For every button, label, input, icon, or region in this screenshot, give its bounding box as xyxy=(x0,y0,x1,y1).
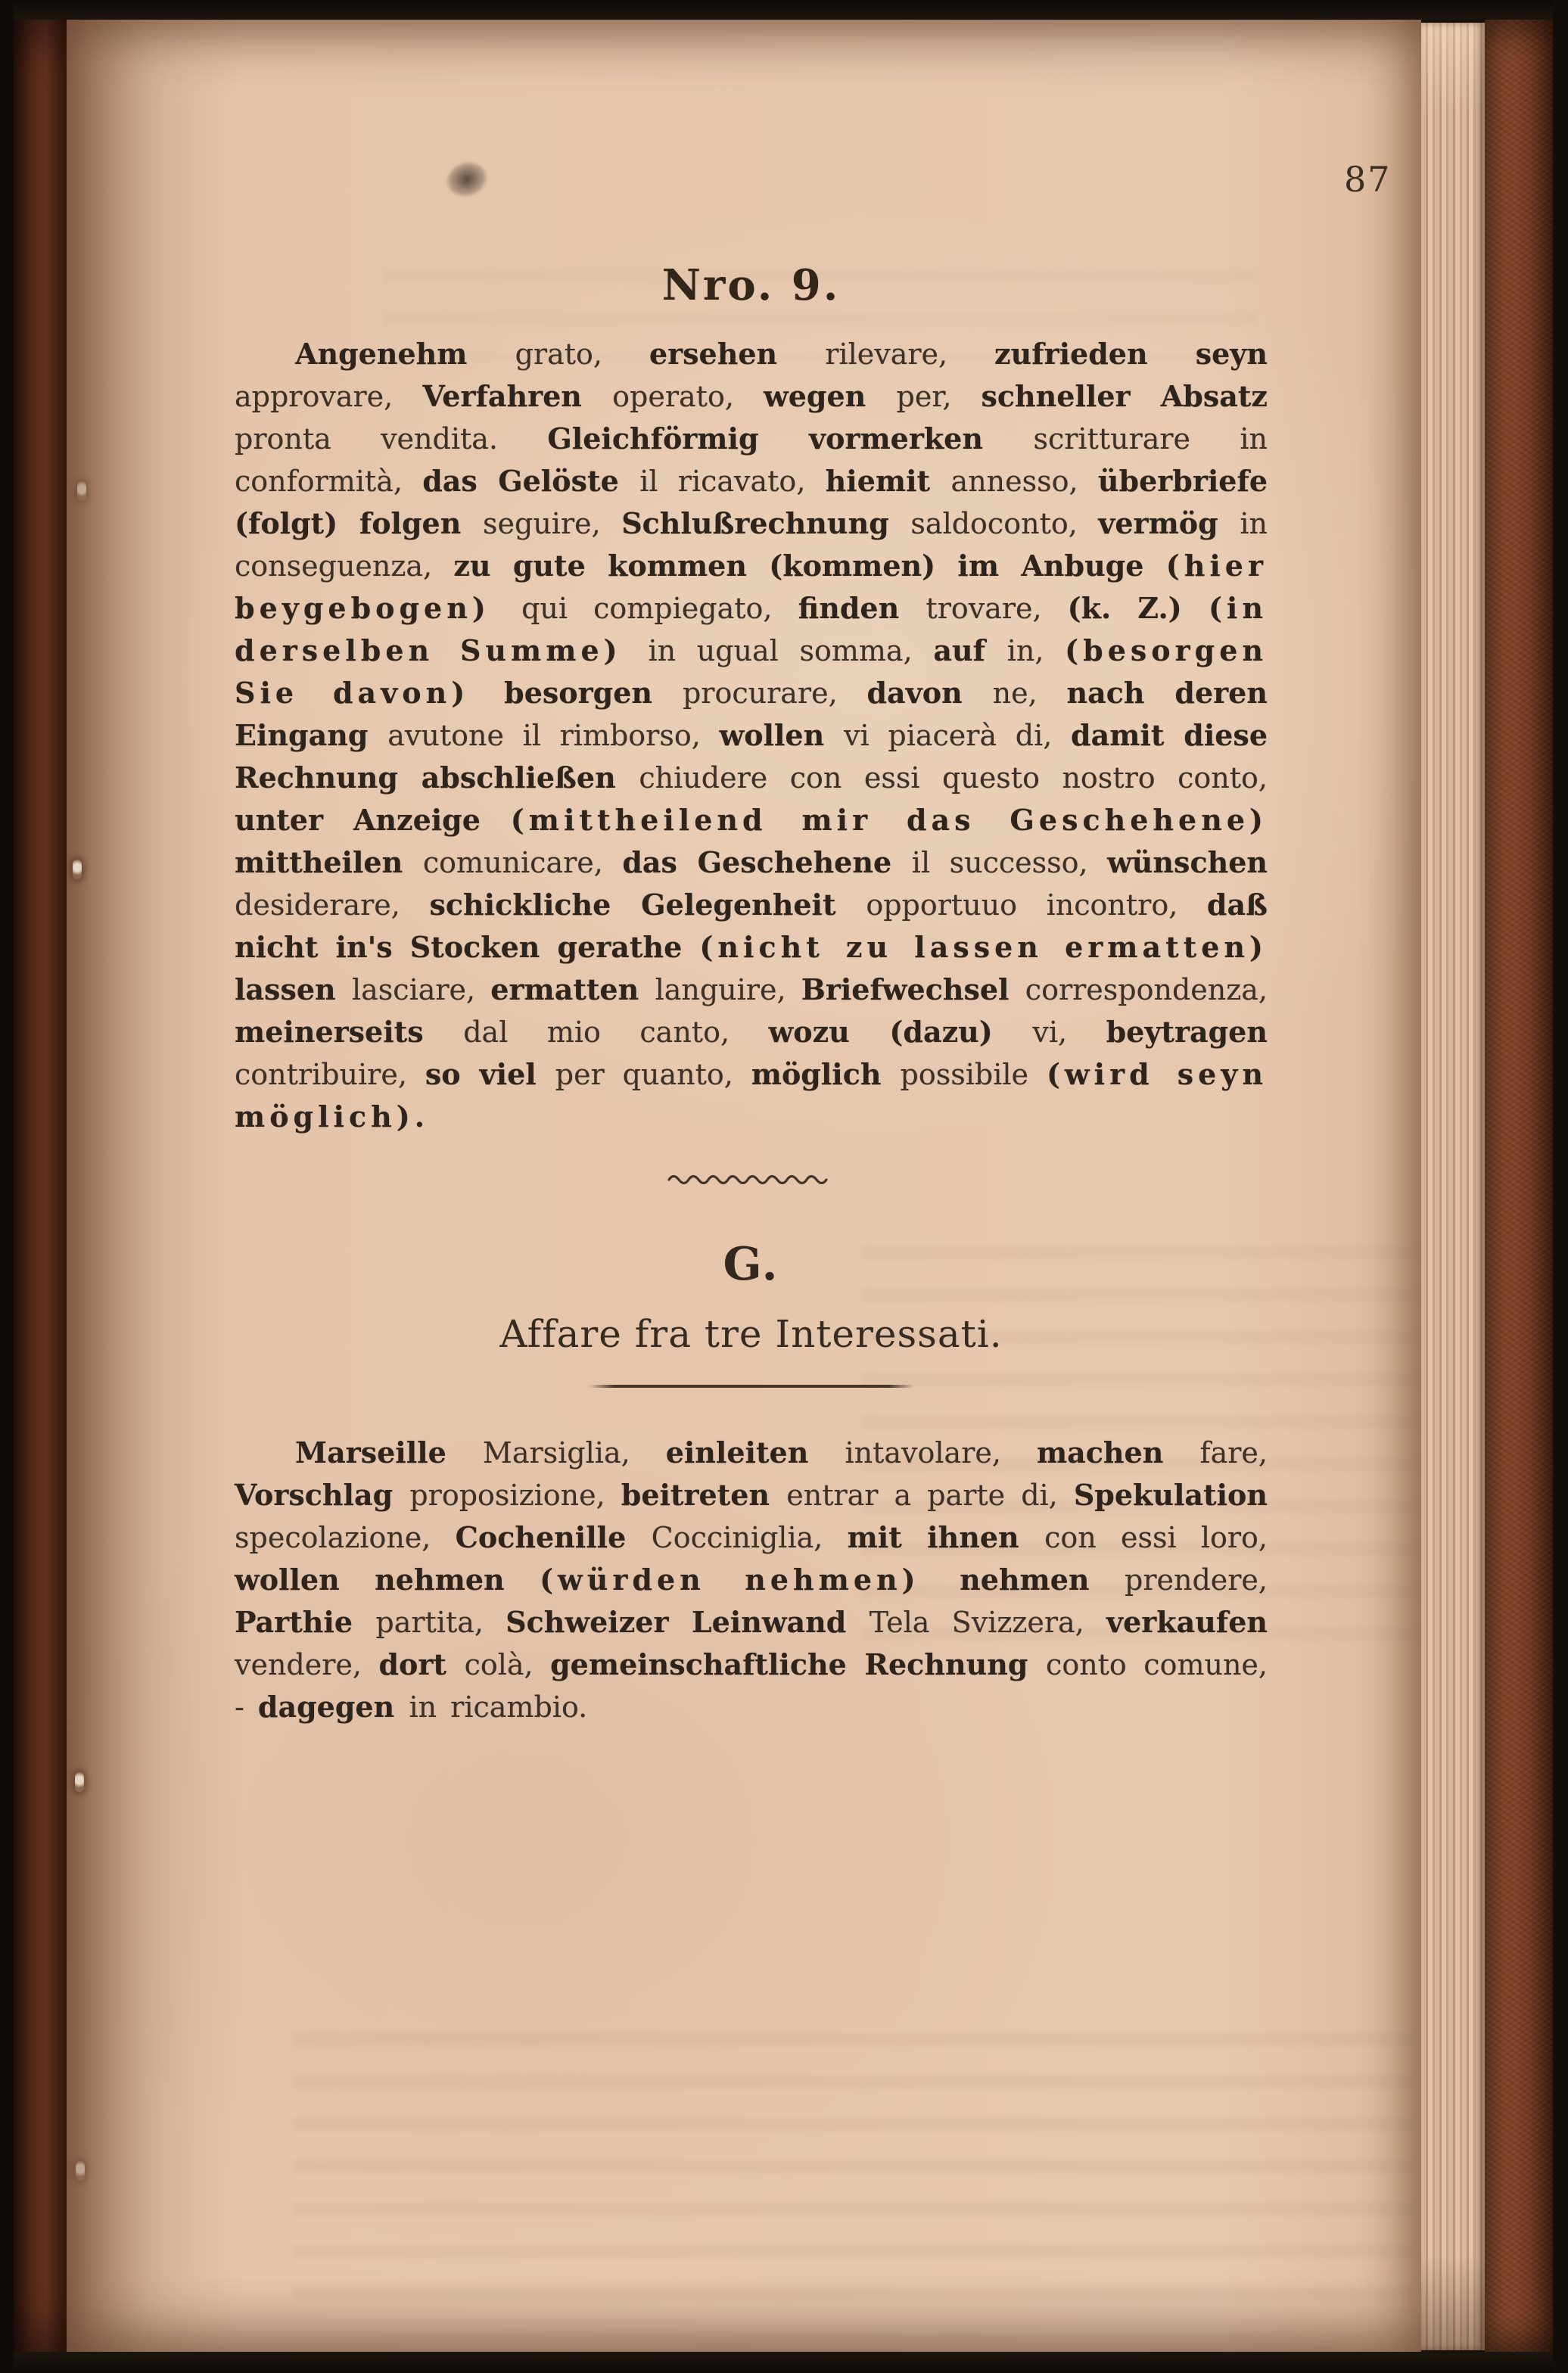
phrase-segment-fraktur: so viel xyxy=(425,1057,555,1091)
phrase-segment-antiqua: lasciare, xyxy=(351,973,491,1006)
background-edge-left xyxy=(0,0,14,2373)
page-heading: Nro. 9. xyxy=(661,260,841,310)
section-letter: G. xyxy=(723,1238,779,1291)
phrase-segment-fraktur: mit ihnen xyxy=(847,1520,1045,1554)
phrase-segment-fraktur: möglich xyxy=(751,1057,901,1091)
wavy-rule-icon xyxy=(666,1173,837,1185)
phrase-segment-fraktur: das Gelöste xyxy=(422,464,640,498)
phrase-segment-fraktur: wollen xyxy=(719,718,845,752)
phrase-segment-antiqua: possibile xyxy=(900,1058,1047,1091)
phrase-segment-fraktur: davon xyxy=(866,676,993,710)
phrase-segment-antiqua: colà, xyxy=(464,1648,551,1681)
book-cover-edge xyxy=(1485,11,1554,2362)
background-edge-bottom xyxy=(0,2352,1568,2373)
phrase-segment-antiqua: in, xyxy=(1006,634,1066,667)
phrase-segment-antiqua: prendere, xyxy=(1125,1563,1268,1597)
phrase-segment-fraktur: Schweizer Leinwand xyxy=(506,1605,870,1639)
section-divider-squiggle xyxy=(235,1173,1268,1188)
phrase-segment-fraktur: das Geschehene xyxy=(622,845,912,879)
phrase-segment-antiqua: annesso, xyxy=(950,465,1098,498)
phrase-segment-fraktur: dort xyxy=(378,1647,465,1681)
phrase-segment-antiqua: chiudere con essi questo nostro conto, xyxy=(639,761,1268,795)
phrase-segment-fraktur: Angenehm xyxy=(295,337,515,371)
phrase-segment-fraktur_spaced: (würden nehmen) xyxy=(540,1563,960,1597)
phrase-segment-antiqua: contribuire, xyxy=(235,1058,425,1091)
phrase-segment-fraktur: verkaufen xyxy=(1106,1605,1268,1639)
phrase-segment-fraktur: lassen xyxy=(235,972,352,1006)
phrase-segment-antiqua: pronta vendita. xyxy=(235,422,548,456)
phrase-segment-antiqua: ne, xyxy=(992,676,1067,710)
background-edge-top xyxy=(0,0,1568,20)
phrase-segment-antiqua: specolazione, xyxy=(235,1521,456,1554)
page-fore-edges xyxy=(1421,23,1485,2350)
phrase-segment-fraktur: gemeinschaftliche Rechnung xyxy=(550,1647,1047,1681)
phrase-segment-fraktur: einleiten xyxy=(665,1435,845,1470)
phrase-segment-fraktur: Gleichförmig vormerken xyxy=(547,421,1034,456)
phrase-segment-antiqua: trovare, xyxy=(926,592,1068,625)
phrase-segment-fraktur: nehmen xyxy=(960,1563,1125,1597)
phrase-segment-antiqua: per quanto, xyxy=(555,1058,751,1091)
phrase-segment-fraktur_spaced: (in derselben Summe) xyxy=(235,591,1268,667)
phrase-segment-fraktur: unter Anzeige xyxy=(235,803,511,837)
phrase-segment-fraktur: finden xyxy=(798,591,926,625)
phrase-segment-fraktur: (k. Z.) xyxy=(1067,591,1209,625)
phrase-segment-antiqua: Marsiglia, xyxy=(482,1436,666,1470)
phrase-segment-fraktur_spaced: (besorgen Sie davon) xyxy=(235,633,1268,710)
phrase-segment-fraktur: meinerseits xyxy=(235,1015,464,1049)
phrase-segment-fraktur: Marseille xyxy=(295,1435,483,1470)
phrase-segment-fraktur: daß nicht in's Stocken gerathe xyxy=(235,888,1268,964)
phrase-segment-fraktur: überbriefe (folgt) folgen xyxy=(235,464,1268,540)
binding-stitch xyxy=(76,2161,85,2181)
phrase-segment-fraktur: schickliche Gelegenheit xyxy=(429,888,866,922)
phrase-segment-fraktur: Verfahren xyxy=(422,379,613,413)
phrase-segment-antiqua: entrar a parte di, xyxy=(786,1479,1074,1512)
phrase-segment-fraktur: wegen xyxy=(764,379,897,413)
section-title: Affare fra tre Interessati. xyxy=(499,1312,1003,1356)
phrase-segment-fraktur: zu gute kommen (kommen) im Anbuge xyxy=(453,549,1166,583)
book-page xyxy=(67,20,1421,2353)
vocabulary-paragraph-2 xyxy=(235,1432,1268,1728)
phrase-segment-antiqua: partita, xyxy=(375,1606,506,1639)
phrase-segment-antiqua: correspondenza, xyxy=(1025,973,1268,1006)
phrase-segment-antiqua: seguire, xyxy=(483,507,622,540)
phrase-segment-fraktur: vermög xyxy=(1098,506,1240,540)
phrase-segment-fraktur: Spekulation xyxy=(1073,1478,1268,1512)
phrase-segment-fraktur: Briefwechsel xyxy=(801,972,1025,1006)
phrase-segment-antiqua: saldoconto, xyxy=(910,507,1099,540)
phrase-segment-fraktur: dagegen xyxy=(257,1690,409,1724)
phrase-segment-antiqua: comunicare, xyxy=(422,846,623,879)
phrase-segment-antiqua: vi piacerà di, xyxy=(844,719,1072,752)
phrase-segment-antiqua: vendere, xyxy=(235,1648,379,1681)
phrase-segment-fraktur: ermatten xyxy=(490,972,655,1006)
phrase-segment-fraktur: auf xyxy=(933,633,1007,667)
phrase-segment-fraktur: wünschen xyxy=(1107,845,1268,879)
background-edge-right xyxy=(1553,0,1568,2373)
binding-stitch xyxy=(73,860,82,879)
phrase-segment-antiqua: intavolare, xyxy=(845,1436,1037,1470)
phrase-segment-fraktur: zufrieden seyn xyxy=(994,337,1268,371)
phrase-segment-fraktur: Vorschlag xyxy=(235,1478,410,1512)
phrase-segment-antiqua: Cocciniglia, xyxy=(651,1521,848,1554)
text-block xyxy=(235,20,1268,1728)
phrase-segment-antiqua: grato, xyxy=(515,337,649,371)
phrase-segment-fraktur_spaced: (hier beygebogen) xyxy=(235,549,1268,625)
phrase-segment-antiqua: opportuuo incontro, xyxy=(866,888,1207,922)
vocabulary-paragraph-1 xyxy=(235,333,1268,1138)
phrase-segment-antiqua: desiderare, xyxy=(235,888,430,922)
phrase-segment-fraktur_spaced: (mittheilend mir das Geschehene) xyxy=(510,803,1268,837)
phrase-segment-fraktur: damit diese Rechnung abschließen xyxy=(235,718,1268,795)
phrase-segment-fraktur: Schlußrechnung xyxy=(621,506,911,540)
phrase-segment-antiqua: proposizione, xyxy=(409,1479,621,1512)
phrase-segment-antiqua: procurare, xyxy=(682,676,867,710)
page-number: 87 xyxy=(1344,159,1392,200)
phrase-segment-antiqua: fare, xyxy=(1199,1436,1268,1470)
phrase-segment-fraktur: beytragen xyxy=(1106,1015,1268,1049)
phrase-segment-fraktur: wollen nehmen xyxy=(235,1563,540,1597)
phrase-segment-fraktur: Cochenille xyxy=(455,1520,652,1554)
phrase-segment-fraktur: wozu (dazu) xyxy=(768,1015,1033,1049)
phrase-segment-fraktur_spaced: (nicht zu lassen ermatten) xyxy=(699,930,1268,964)
phrase-segment-fraktur: nach deren Eingang xyxy=(235,676,1268,752)
phrase-segment-antiqua: dal mio canto, xyxy=(463,1015,769,1049)
phrase-segment-antiqua: con essi loro, xyxy=(1044,1521,1268,1554)
phrase-segment-fraktur: machen xyxy=(1036,1435,1200,1470)
phrase-segment-antiqua: il successo, xyxy=(911,846,1108,879)
phrase-segment-antiqua: operato, xyxy=(612,380,764,413)
phrase-segment-antiqua: vi, xyxy=(1032,1015,1106,1049)
phrase-segment-antiqua: approvare, xyxy=(235,380,423,413)
phrase-segment-fraktur_spaced: (wird seyn möglich). xyxy=(235,1057,1268,1134)
phrase-segment-fraktur: mittheilen xyxy=(235,845,423,879)
phrase-segment-fraktur: ersehen xyxy=(649,337,826,371)
phrase-segment-antiqua: Tela Svizzera, xyxy=(869,1606,1106,1639)
phrase-segment-antiqua: languire, xyxy=(655,973,801,1006)
phrase-segment-antiqua: avutone il rimborso, xyxy=(387,719,720,752)
phrase-segment-antiqua: rilevare, xyxy=(825,337,995,371)
binding-stitch xyxy=(75,1772,84,1792)
phrase-segment-antiqua: per, xyxy=(896,380,982,413)
phrase-segment-fraktur: Parthie xyxy=(235,1605,376,1639)
phrase-segment-antiqua: in ricambio. xyxy=(409,1690,588,1724)
binding-stitch xyxy=(77,481,86,501)
phrase-segment-antiqua: in conseguenza, xyxy=(235,507,1268,583)
book-spine-leather xyxy=(12,8,68,2362)
phrase-segment-fraktur: schneller Absatz xyxy=(981,379,1268,413)
phrase-segment-antiqua: conto comune, - xyxy=(235,1648,1268,1724)
phrase-segment-fraktur: besorgen xyxy=(504,676,683,710)
phrase-segment-antiqua: in ugual somma, xyxy=(648,634,934,667)
phrase-segment-antiqua: qui compiegato, xyxy=(521,592,798,625)
bleedthrough-text xyxy=(294,2032,1414,2320)
phrase-segment-fraktur: hiemit xyxy=(825,464,951,498)
phrase-segment-antiqua: il ricavato, xyxy=(639,465,826,498)
phrase-segment-fraktur: beitreten xyxy=(621,1478,787,1512)
phrase-segment-antiqua: scritturare in conformità, xyxy=(235,422,1268,498)
section-title-rule xyxy=(589,1385,914,1388)
